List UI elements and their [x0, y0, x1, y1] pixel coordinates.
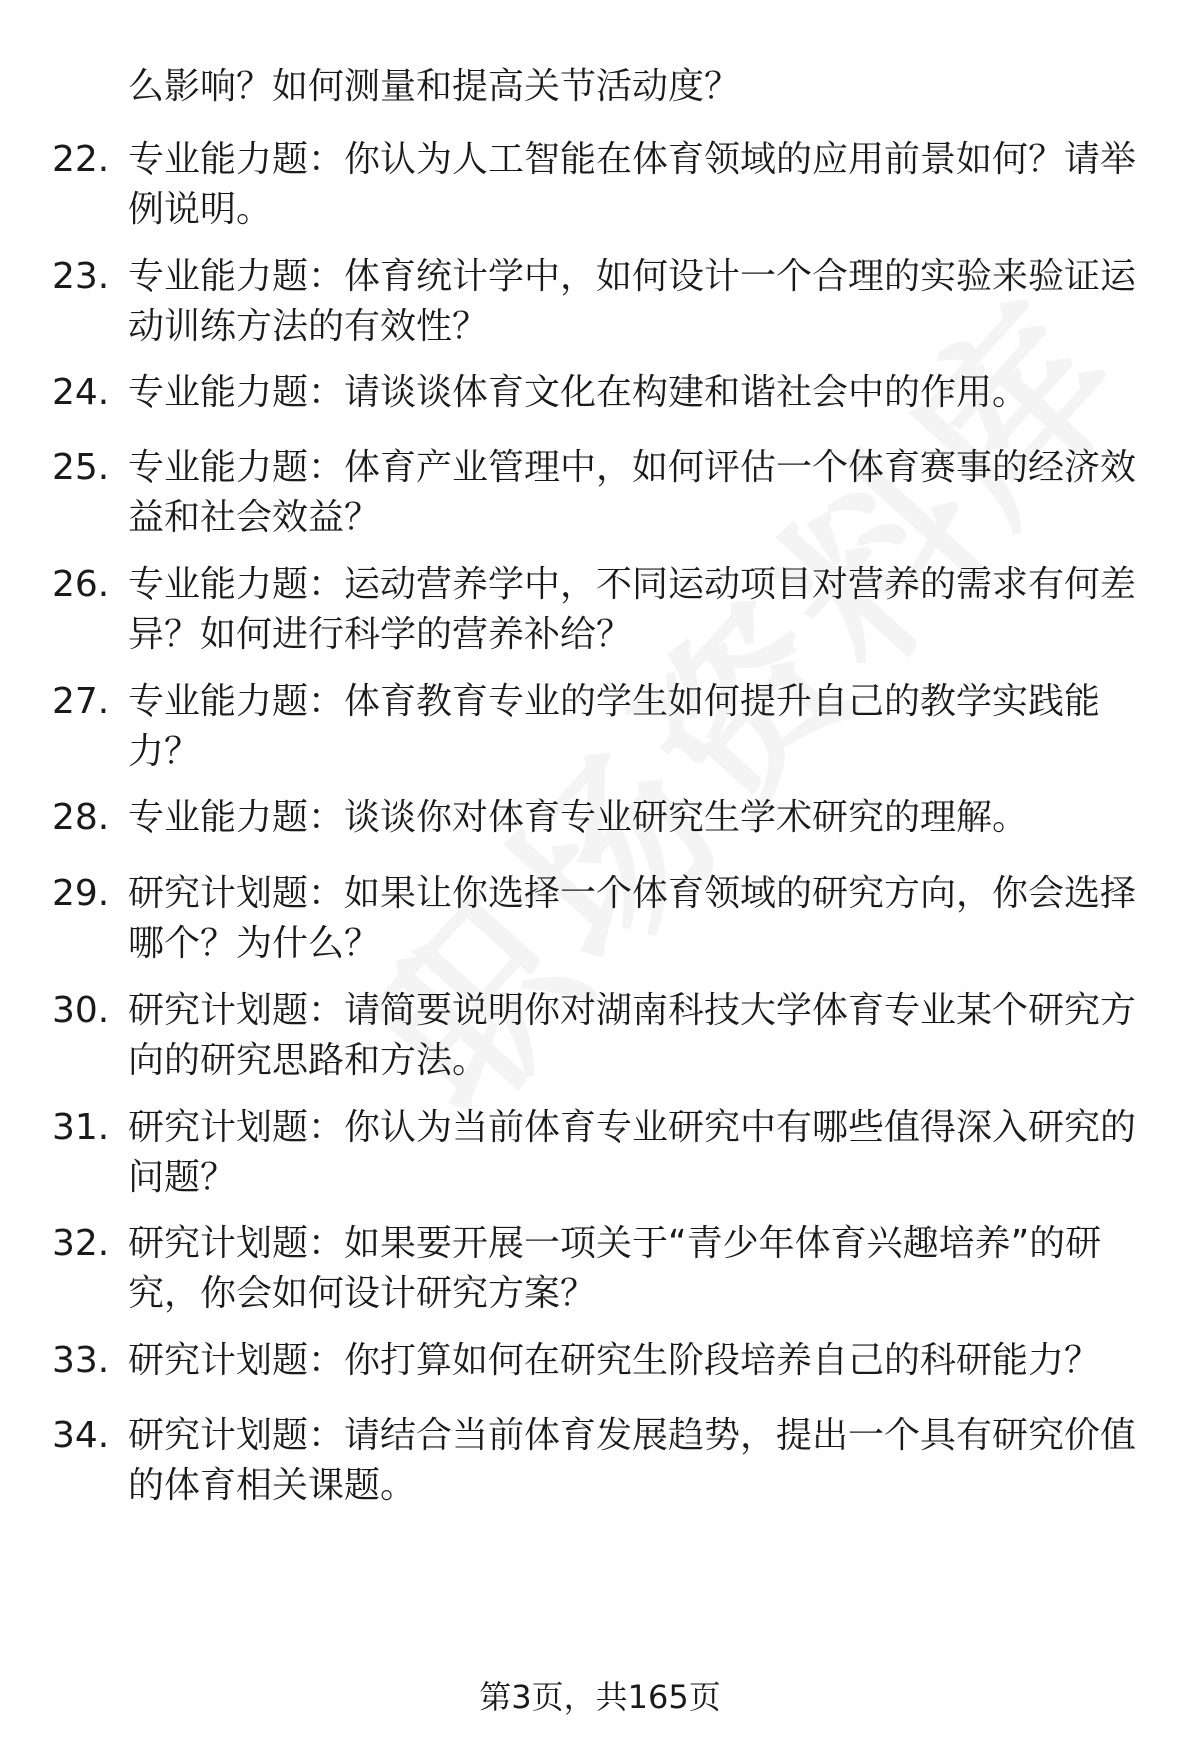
item-number: 29. — [52, 873, 110, 914]
continuation-text: 么影响？如何测量和提高关节活动度？ — [128, 66, 741, 107]
item-text: 研究计划题：请简要说明你对湖南科技大学体育专业某个研究方向的研究思路和方法。 — [128, 990, 1137, 1081]
item-text: 研究计划题：请结合当前体育发展趋势，提出一个具有研究价值的体育相关课题。 — [128, 1415, 1137, 1506]
item-number: 22. — [52, 139, 110, 180]
item-text: 专业能力题：体育教育专业的学生如何提升自己的教学实践能力？ — [128, 681, 1101, 772]
item-number: 27. — [52, 681, 110, 722]
item-text: 专业能力题：体育统计学中，如何设计一个合理的实验来验证运动训练方法的有效性？ — [128, 256, 1137, 347]
item-number: 25. — [52, 447, 110, 488]
item-text: 研究计划题：你打算如何在研究生阶段培养自己的科研能力？ — [128, 1340, 1101, 1381]
item-number: 26. — [52, 564, 110, 605]
item-number: 23. — [52, 256, 110, 297]
item-number: 33. — [52, 1340, 110, 1381]
item-text: 研究计划题：如果让你选择一个体育领域的研究方向，你会选择哪个？为什么？ — [128, 873, 1137, 964]
item-text: 专业能力题：体育产业管理中，如何评估一个体育赛事的经济效益和社会效益？ — [128, 447, 1137, 538]
item-text: 专业能力题：你认为人工智能在体育领域的应用前景如何？请举例说明。 — [128, 139, 1137, 230]
item-text: 专业能力题：运动营养学中，不同运动项目对营养的需求有何差异？如何进行科学的营养补给？ — [128, 564, 1137, 655]
item-text: 研究计划题：如果要开展一项关于“青少年体育兴趣培养”的研究，你会如何设计研究方案？ — [128, 1223, 1102, 1314]
item-text: 专业能力题：谈谈你对体育专业研究生学术研究的理解。 — [128, 797, 1029, 838]
item-number: 32. — [52, 1223, 110, 1264]
item-number: 28. — [52, 797, 110, 838]
page-footer: 第3页，共165页 — [479, 1678, 721, 1716]
item-text: 研究计划题：你认为当前体育专业研究中有哪些值得深入研究的问题？ — [128, 1107, 1137, 1198]
item-number: 34. — [52, 1415, 110, 1456]
item-number: 30. — [52, 990, 110, 1031]
item-text: 专业能力题：请谈谈体育文化在构建和谐社会中的作用。 — [128, 372, 1029, 413]
item-number: 24. — [52, 372, 110, 413]
item-number: 31. — [52, 1107, 110, 1148]
